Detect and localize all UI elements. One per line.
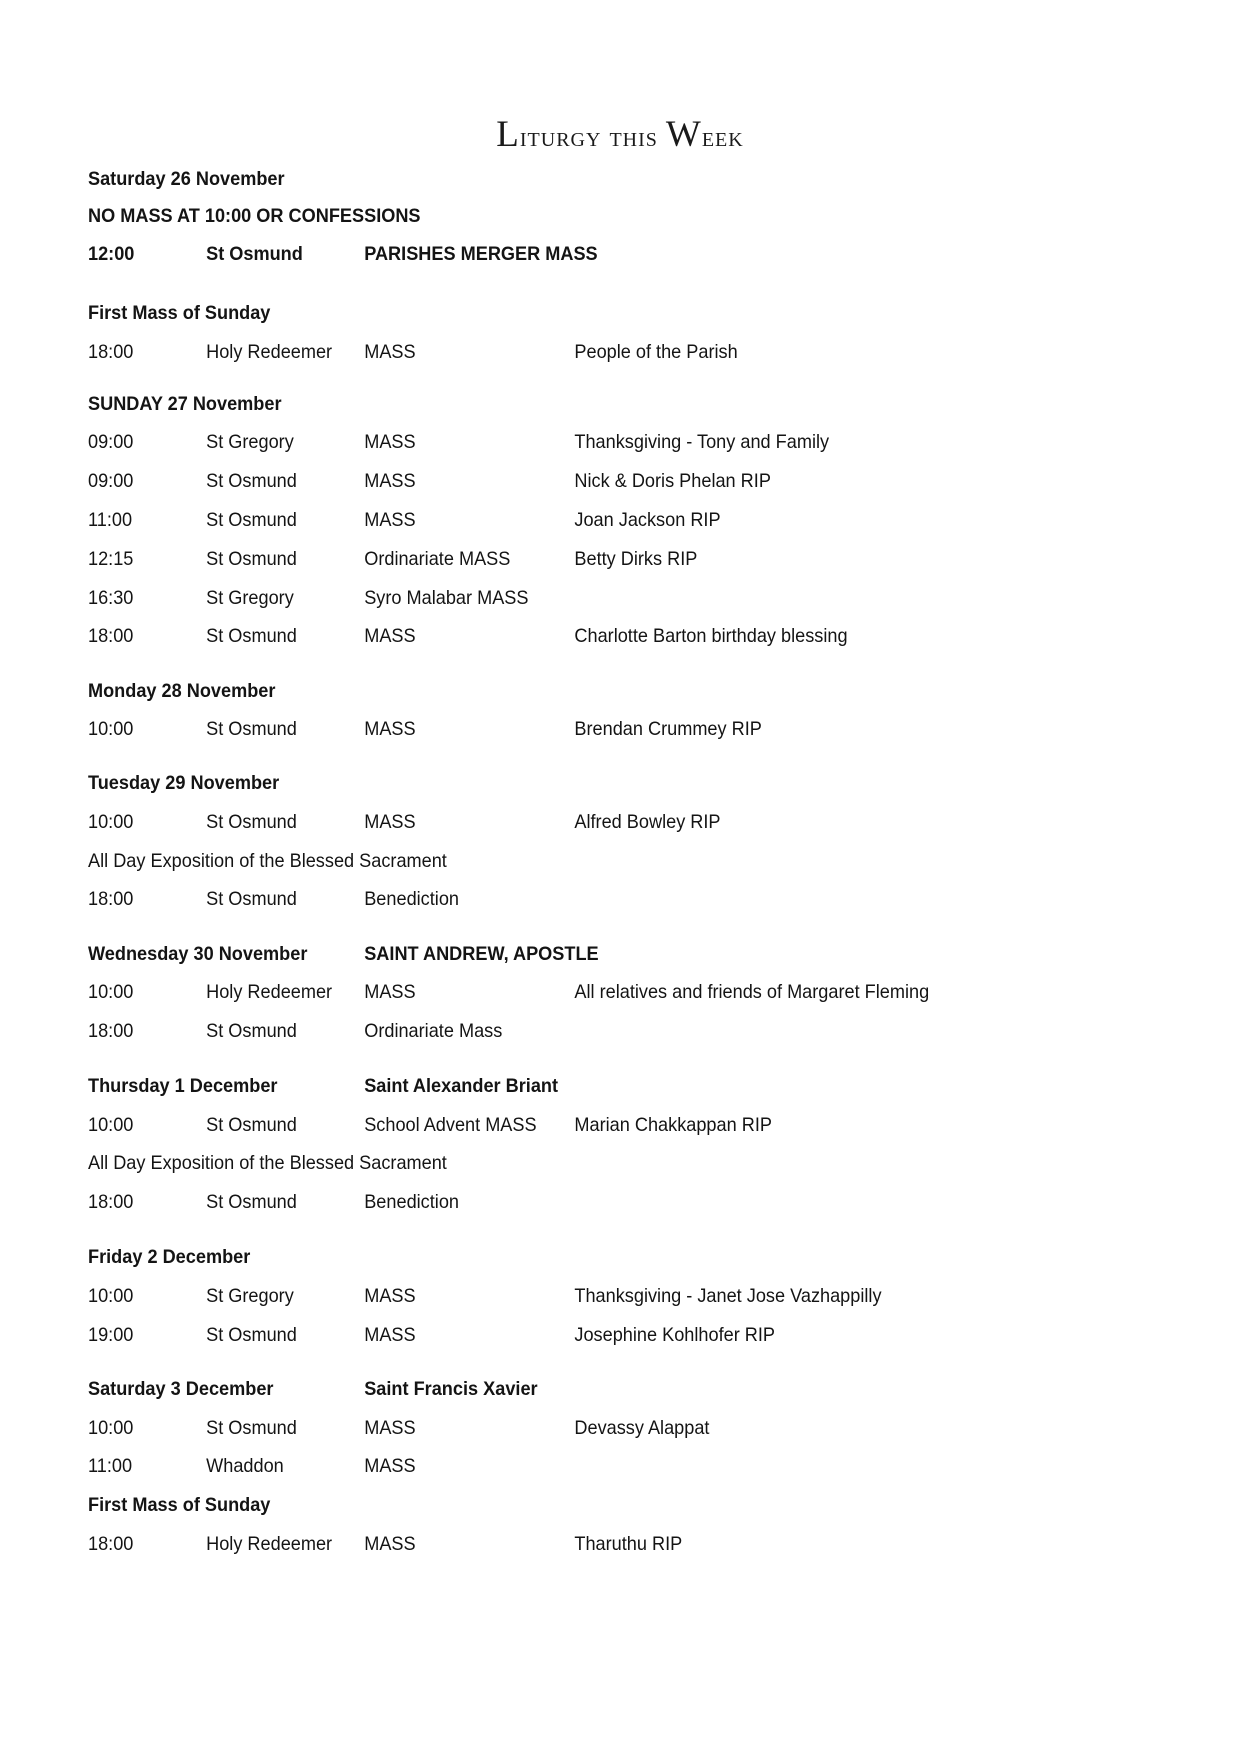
service-row (88, 1529, 1111, 1559)
service-place: St Gregory (206, 587, 294, 609)
service-row (88, 977, 1111, 1007)
feast-name: Saint Francis Xavier (364, 1378, 538, 1400)
service-place: St Osmund (206, 1324, 297, 1346)
service-row (88, 1110, 1111, 1140)
day-heading (88, 939, 1111, 969)
service-time: 18:00 (88, 341, 134, 363)
service-intention: All relatives and friends of Margaret Fleming (574, 981, 930, 1003)
service-place: St Osmund (206, 509, 297, 531)
heading-text: Tuesday 29 November (88, 772, 280, 794)
service-type: MASS (364, 470, 416, 492)
service-place: Holy Redeemer (206, 981, 333, 1003)
service-time: 18:00 (88, 1533, 134, 1555)
service-row (88, 807, 1111, 837)
service-time: 11:00 (88, 509, 133, 531)
service-time: 10:00 (88, 811, 134, 833)
service-type: Benediction (364, 1191, 459, 1213)
service-row (88, 239, 1111, 269)
service-place: St Osmund (206, 718, 297, 740)
day-heading (88, 1490, 1111, 1520)
note-text: All Day Exposition of the Blessed Sacrament (88, 850, 447, 872)
heading-text: First Mass of Sunday (88, 302, 271, 324)
day-heading (88, 389, 1111, 419)
service-intention: Betty Dirks RIP (574, 548, 698, 570)
service-time: 16:30 (88, 587, 134, 609)
service-row (88, 1320, 1111, 1350)
day-heading (88, 298, 1111, 328)
service-time: 19:00 (88, 1324, 134, 1346)
service-intention: Thanksgiving - Janet Jose Vazhappilly (574, 1285, 882, 1307)
service-type: MASS (364, 509, 416, 531)
service-row (88, 1451, 1111, 1481)
service-place: St Osmund (206, 625, 297, 647)
service-intention: Charlotte Barton birthday blessing (574, 625, 848, 647)
service-intention: Josephine Kohlhofer RIP (574, 1324, 776, 1346)
service-type: MASS (364, 981, 416, 1003)
service-time: 10:00 (88, 1114, 134, 1136)
service-type: MASS (364, 341, 416, 363)
service-place: Whaddon (206, 1455, 284, 1477)
service-place: St Osmund (206, 470, 297, 492)
heading-text: Monday 28 November (88, 680, 276, 702)
heading-text: SUNDAY 27 November (88, 393, 282, 415)
service-time: 09:00 (88, 431, 134, 453)
service-place: St Gregory (206, 1285, 294, 1307)
service-time: 10:00 (88, 718, 134, 740)
heading-text: Wednesday 30 November (88, 943, 308, 965)
service-row (88, 714, 1111, 744)
day-heading (88, 164, 1111, 194)
service-time: 11:00 (88, 1455, 133, 1477)
service-time: 10:00 (88, 1417, 134, 1439)
service-type: MASS (364, 1533, 416, 1555)
service-type: Ordinariate MASS (364, 548, 511, 570)
service-row (88, 1187, 1111, 1217)
service-time: 10:00 (88, 1285, 134, 1307)
service-type: PARISHES MERGER MASS (364, 243, 598, 265)
service-intention: Brendan Crummey RIP (574, 718, 762, 740)
service-type: Benediction (364, 888, 459, 910)
service-place: St Osmund (206, 1020, 297, 1042)
service-time: 12:00 (88, 243, 135, 265)
schedule-note (88, 846, 1111, 876)
service-place: St Osmund (206, 243, 303, 265)
day-heading (88, 676, 1111, 706)
heading-text: NO MASS AT 10:00 OR CONFESSIONS (88, 205, 421, 227)
service-intention: Nick & Doris Phelan RIP (574, 470, 771, 492)
service-place: St Osmund (206, 1417, 297, 1439)
service-time: 12:15 (88, 548, 134, 570)
service-time: 09:00 (88, 470, 134, 492)
service-row (88, 1016, 1111, 1046)
service-time: 18:00 (88, 625, 134, 647)
day-heading (88, 1071, 1111, 1101)
service-row (88, 337, 1111, 367)
service-type: MASS (364, 1324, 416, 1346)
service-intention: Alfred Bowley RIP (574, 811, 721, 833)
day-heading (88, 1242, 1111, 1272)
service-time: 18:00 (88, 1020, 134, 1042)
service-time: 10:00 (88, 981, 134, 1003)
service-row (88, 427, 1111, 457)
service-intention: Devassy Alappat (574, 1417, 710, 1439)
service-type: MASS (364, 811, 416, 833)
service-intention: Thanksgiving - Tony and Family (574, 431, 830, 453)
day-heading (88, 768, 1111, 798)
service-intention: People of the Parish (574, 341, 738, 363)
service-intention: Tharuthu RIP (574, 1533, 683, 1555)
service-type: MASS (364, 625, 416, 647)
day-heading (88, 201, 1111, 231)
service-type: MASS (364, 1417, 416, 1439)
service-intention: Marian Chakkappan RIP (574, 1114, 772, 1136)
heading-text: Saturday 3 December (88, 1378, 274, 1400)
service-time: 18:00 (88, 1191, 134, 1213)
schedule-note (88, 1148, 1111, 1178)
service-type: School Advent MASS (364, 1114, 537, 1136)
service-place: St Osmund (206, 811, 297, 833)
service-type: MASS (364, 718, 416, 740)
day-heading (88, 1374, 1111, 1404)
heading-text: Saturday 26 November (88, 168, 285, 190)
note-text: All Day Exposition of the Blessed Sacrament (88, 1152, 447, 1174)
service-row (88, 466, 1111, 496)
service-place: St Osmund (206, 1191, 297, 1213)
service-type: MASS (364, 1455, 416, 1477)
service-place: St Osmund (206, 548, 297, 570)
service-place: St Gregory (206, 431, 294, 453)
service-row (88, 621, 1111, 651)
service-place: St Osmund (206, 888, 297, 910)
service-row (88, 1413, 1111, 1443)
service-place: Holy Redeemer (206, 341, 333, 363)
service-type: MASS (364, 431, 416, 453)
feast-name: Saint Alexander Briant (364, 1075, 559, 1097)
service-row (88, 544, 1111, 574)
service-time: 18:00 (88, 888, 134, 910)
page-title: Liturgy this Week (496, 113, 744, 155)
service-intention: Joan Jackson RIP (574, 509, 721, 531)
heading-text: Thursday 1 December (88, 1075, 278, 1097)
service-type: MASS (364, 1285, 416, 1307)
service-type: Syro Malabar MASS (364, 587, 529, 609)
heading-text: First Mass of Sunday (88, 1494, 271, 1516)
service-row (88, 1281, 1111, 1311)
service-row (88, 505, 1111, 535)
service-row (88, 884, 1111, 914)
heading-text: Friday 2 December (88, 1246, 251, 1268)
service-row (88, 583, 1111, 613)
service-place: St Osmund (206, 1114, 297, 1136)
service-type: Ordinariate Mass (364, 1020, 503, 1042)
service-place: Holy Redeemer (206, 1533, 333, 1555)
feast-name: SAINT ANDREW, APOSTLE (364, 943, 599, 965)
